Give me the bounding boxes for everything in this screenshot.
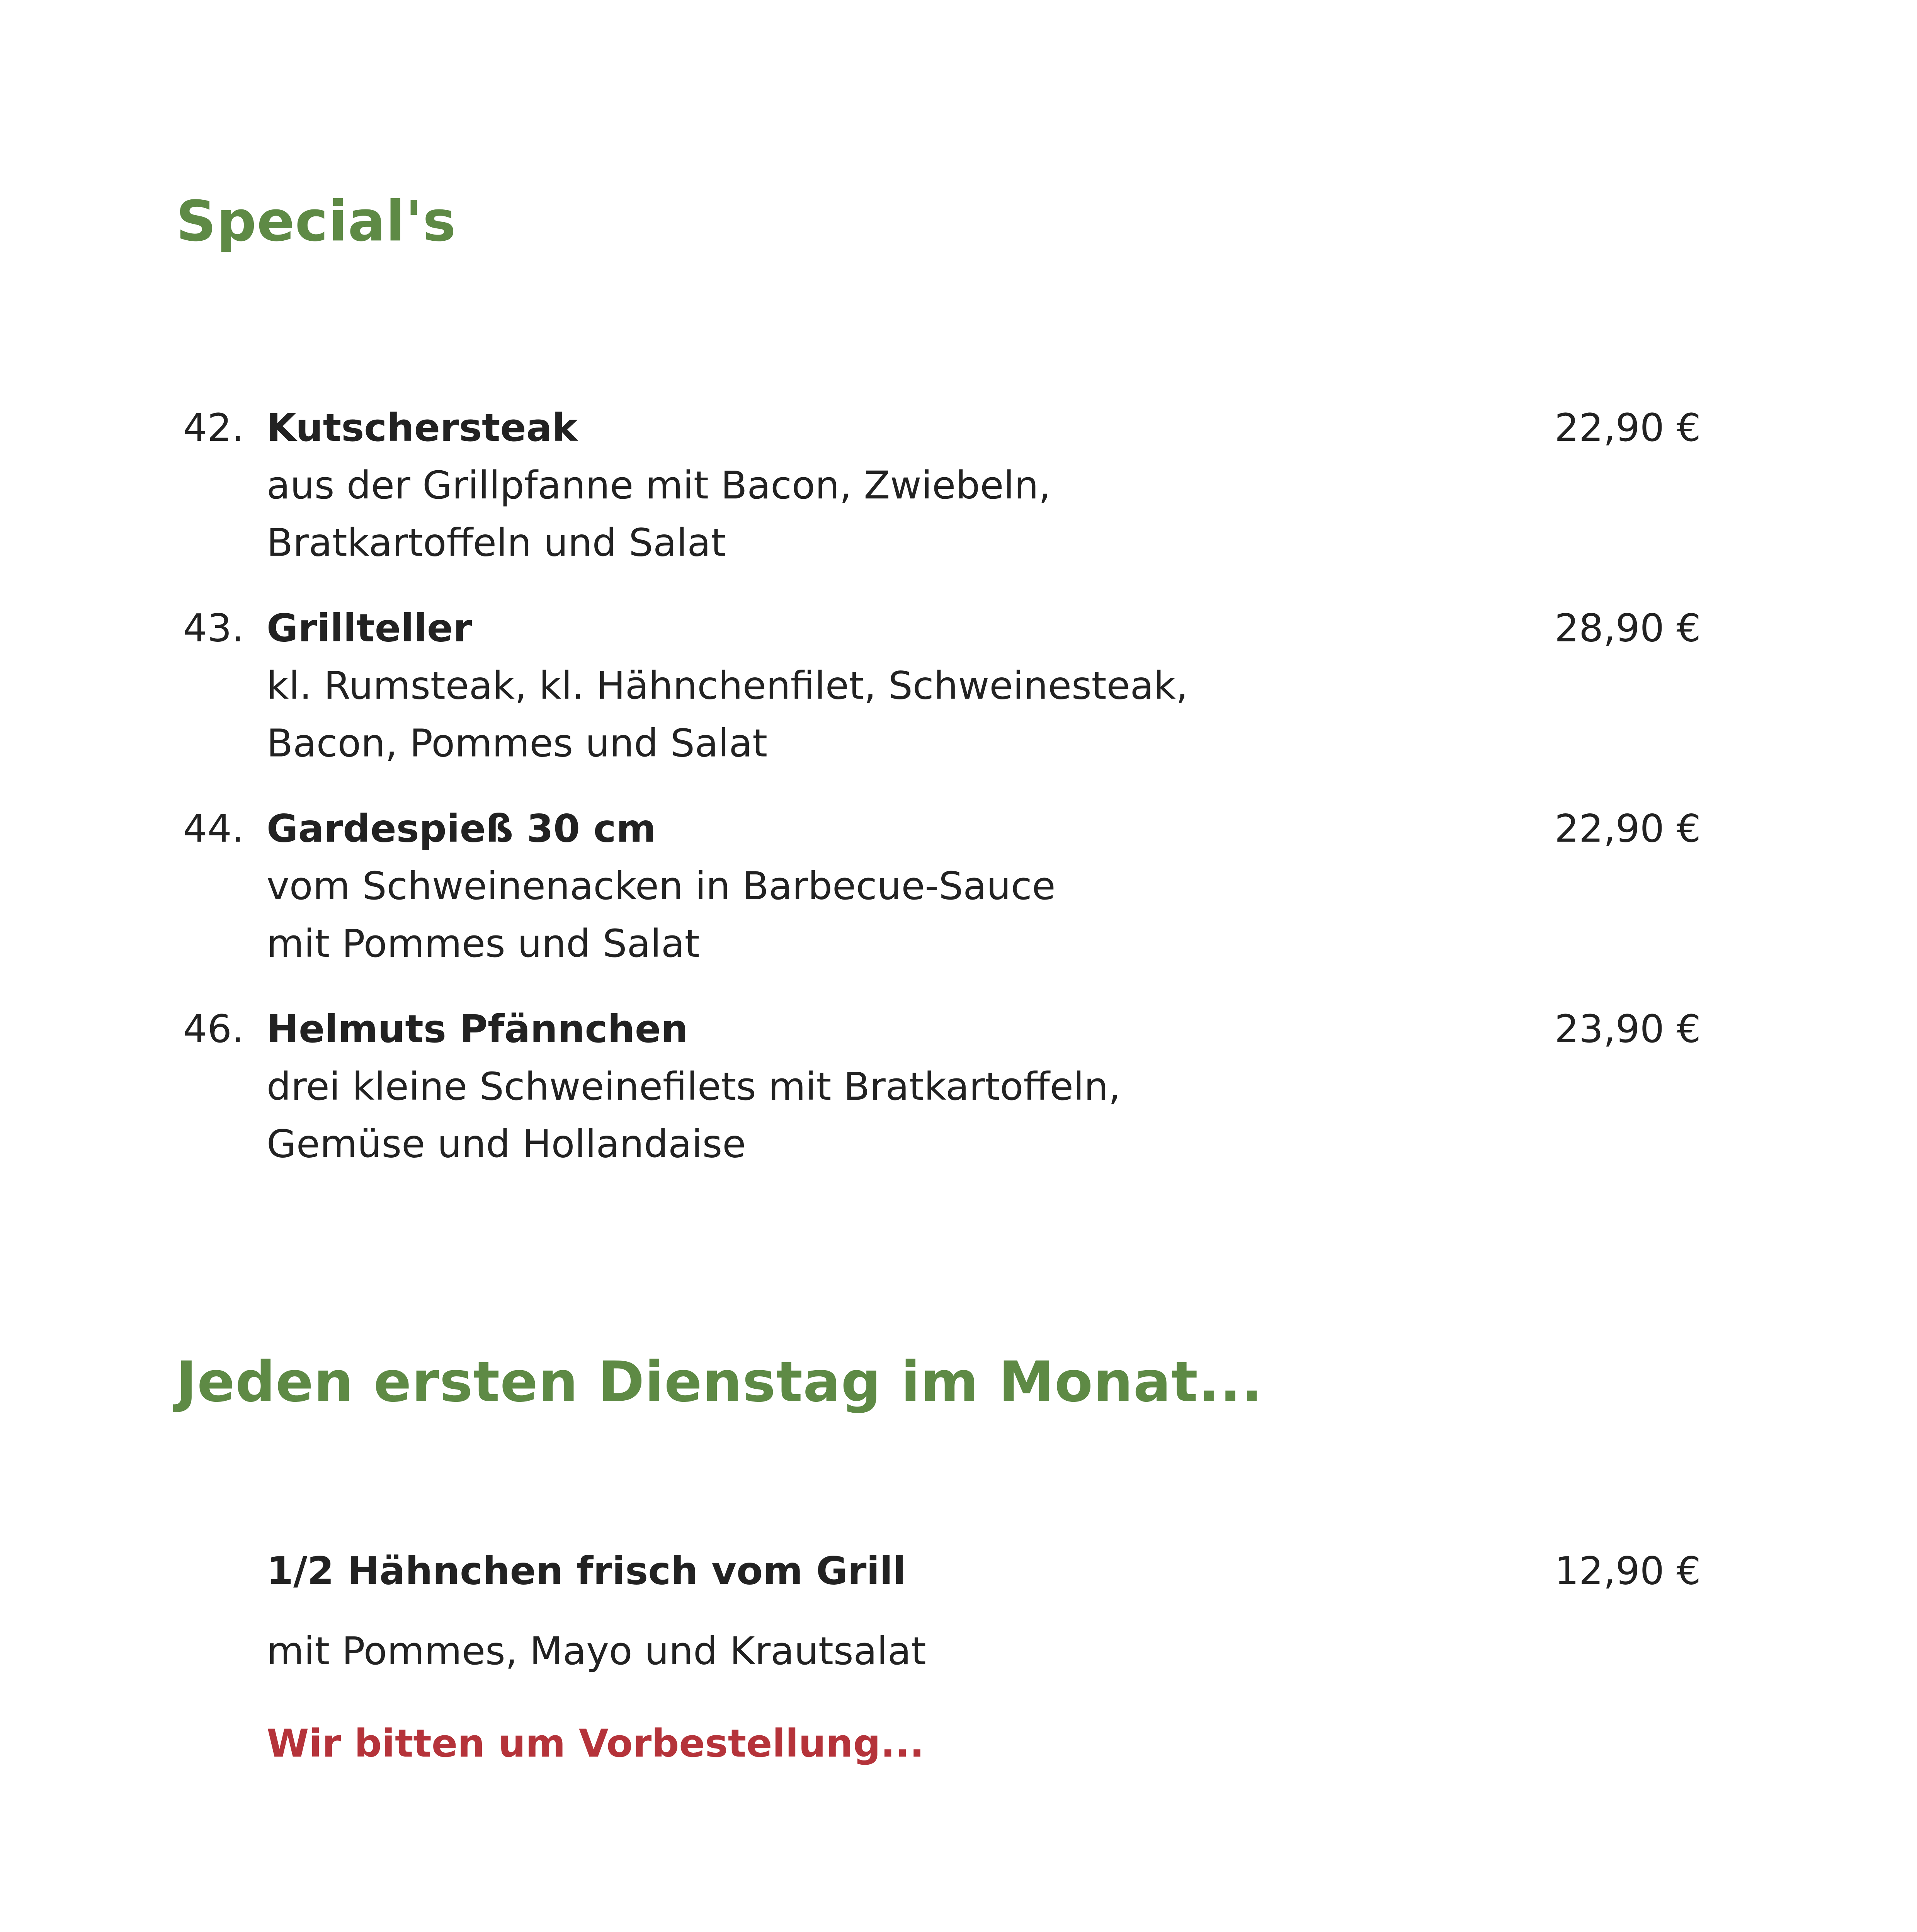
item-description-line: kl. Rumsteak, kl. Hähnchenfilet, Schweinesteak, [267, 665, 1188, 709]
item-description-line: Bratkartoffeln und Salat [267, 523, 726, 566]
item-number: 42. [183, 408, 244, 452]
item-description: mit Pommes, Mayo und Krautsalat [267, 1631, 926, 1675]
item-number: 43. [183, 608, 244, 652]
item-description-line: Bacon, Pommes und Salat [267, 723, 768, 767]
preorder-note: Wir bitten um Vorbestellung... [267, 1723, 924, 1767]
item-number: 46. [183, 1009, 244, 1053]
item-description-line: vom Schweinenacken in Barbecue-Sauce [267, 866, 1056, 910]
item-description-line: aus der Grillpfanne mit Bacon, Zwiebeln, [267, 465, 1051, 509]
item-name: Helmuts Pfännchen [267, 1009, 688, 1053]
item-description-line: mit Pommes und Salat [267, 923, 700, 968]
item-price: 23,90 € [1554, 1009, 1701, 1053]
item-name: Kutschersteak [267, 408, 578, 452]
item-price: 22,90 € [1554, 408, 1701, 452]
item-name: 1/2 Hähnchen frisch vom Grill [267, 1551, 906, 1595]
item-number: 44. [183, 808, 244, 852]
item-description-line: Gemüse und Hollandaise [267, 1124, 746, 1168]
item-price: 12,90 € [1554, 1551, 1701, 1595]
item-price: 22,90 € [1554, 808, 1701, 852]
item-price: 28,90 € [1554, 608, 1701, 652]
item-description-line: drei kleine Schweinefilets mit Bratkartoffeln, [267, 1066, 1121, 1110]
item-name: Grillteller [267, 608, 472, 652]
section-title-specials: Special's [176, 188, 456, 255]
item-name: Gardespieß 30 cm [267, 808, 656, 852]
section-title-tuesday: Jeden ersten Dienstag im Monat... [176, 1349, 1263, 1415]
